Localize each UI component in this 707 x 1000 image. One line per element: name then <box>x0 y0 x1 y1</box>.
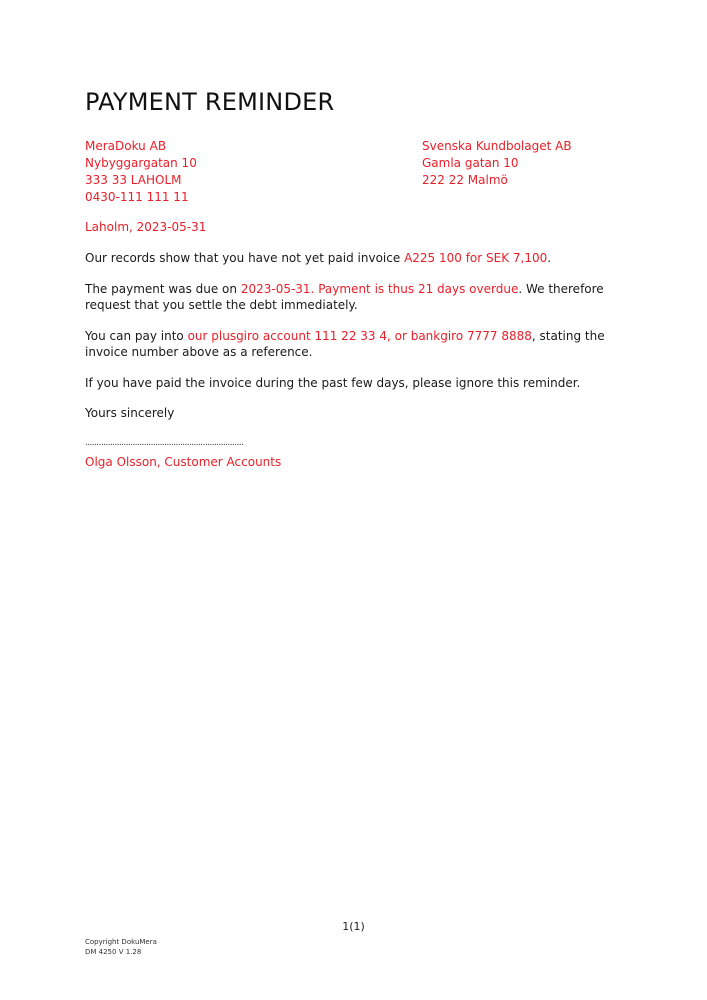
recipient-street: Gamla gatan 10 <box>422 156 519 170</box>
place-date: Laholm, 2023-05-31 <box>85 220 207 234</box>
paragraph-invoice <box>85 250 615 267</box>
paragraph-payment <box>85 328 615 361</box>
sender-address <box>85 138 197 206</box>
page-number: 1(1) <box>342 920 365 933</box>
footer <box>85 937 157 957</box>
footer-version: DM 4250 V 1.28 <box>85 948 142 956</box>
sender-street: Nybyggargatan 10 <box>85 156 197 170</box>
sender-phone: 0430-111 111 11 <box>85 190 189 204</box>
paragraph-text: , stating the invoice number above as a reference. <box>85 328 605 359</box>
closing: Yours sincerely <box>85 406 175 420</box>
invoice-reference: A225 100 for SEK 7,100 <box>404 251 548 265</box>
signatory: Olga Olsson, Customer Accounts <box>85 455 282 469</box>
recipient-name: Svenska Kundbolaget AB <box>422 139 572 153</box>
paragraph-text: You can pay into <box>85 328 188 343</box>
recipient-address <box>422 138 572 189</box>
overdue-notice: Payment is thus 21 days overdue <box>318 281 519 296</box>
sender-name: MeraDoku AB <box>85 139 167 153</box>
paragraph-text: . <box>310 281 319 296</box>
due-date: 2023-05-31 <box>240 281 311 296</box>
paragraph-due <box>85 281 615 314</box>
letter-body <box>85 250 615 436</box>
recipient-postal: 222 22 Malmö <box>422 173 508 187</box>
paragraph-text: . We therefore request that you settle the debt immediately. <box>85 281 604 312</box>
paragraph-text: The payment was due on <box>85 281 241 296</box>
paragraph-text: . <box>547 251 552 265</box>
paragraph-ignore: If you have paid the invoice during the past few days, please ignore this reminder. <box>85 375 581 390</box>
paragraph-text: Our records show that you have not yet paid invoice <box>85 251 405 265</box>
footer-copyright: Copyright DokuMera <box>85 938 157 946</box>
signature-line: ...................................................................... <box>85 438 244 448</box>
sender-postal: 333 33 LAHOLM <box>85 173 182 187</box>
document-title: PAYMENT REMINDER <box>85 88 335 116</box>
account-details: our plusgiro account 111 22 33 4, or bankgiro 7777 8888 <box>187 328 532 343</box>
